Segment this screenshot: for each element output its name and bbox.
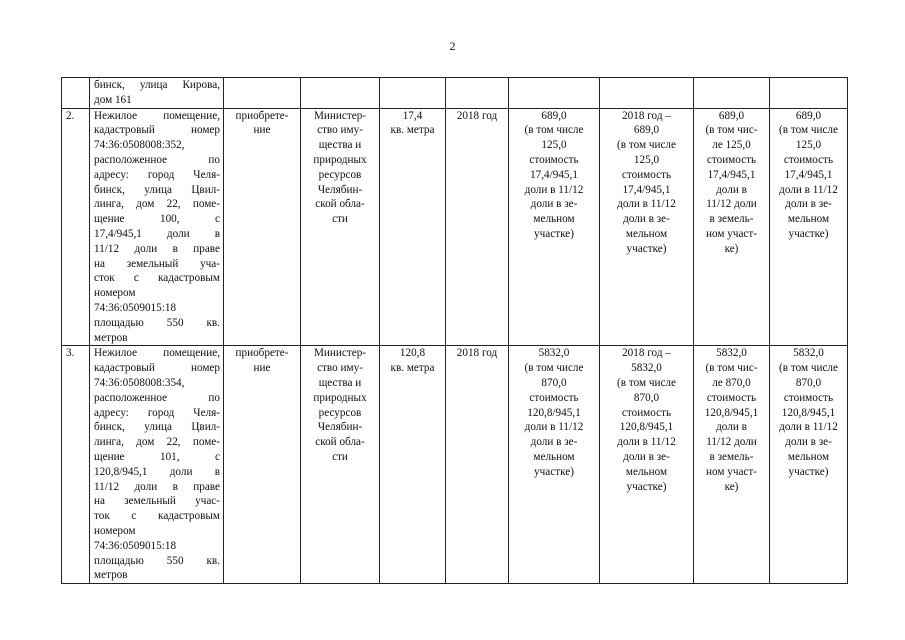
owner-cell — [301, 108, 380, 346]
cell-text-line: 120,8/945,1 — [527, 406, 581, 419]
cell-text-line: номером — [94, 524, 136, 537]
cell-text-line: сток с кадастровым — [94, 272, 220, 285]
cell-text-line: 11/12 доли в праве — [94, 480, 220, 493]
cell-text-line: доли в зе- — [530, 436, 578, 449]
cell-text-line: 120,8/945,1 доли в — [94, 465, 220, 478]
cell-text-line: щение 100, с — [94, 213, 220, 226]
cell-text-line: ресурсов — [318, 168, 362, 181]
page-number: 2 — [449, 39, 456, 53]
cell-text-line: мельном — [533, 450, 575, 463]
cell-text-line: кадастровый номер — [94, 124, 220, 137]
area-cell — [380, 346, 446, 584]
cell-text-line: линга, дом 22, поме- — [94, 198, 220, 211]
cell-text-line: участке) — [788, 227, 829, 240]
value-cell-1 — [509, 346, 600, 584]
cell-text-line: природных — [313, 153, 367, 166]
cell-text-line: площадью 550 кв. — [94, 554, 220, 567]
description-cell — [90, 108, 224, 346]
cell-text-line: доли в 11/12 — [524, 183, 584, 196]
cell-text-line: ном участ- — [705, 227, 757, 240]
value-cell-3 — [694, 346, 770, 584]
cell-text-line: стоимость — [621, 406, 672, 419]
cell-text-line: 120,8/945,1 — [619, 421, 674, 434]
cell-text-line: стоимость — [783, 391, 834, 404]
cell-text-line: 2018 год – — [622, 109, 671, 122]
table-row — [62, 346, 848, 584]
cell-text-line: мельном — [787, 450, 830, 463]
cell-text-line: приобрете- — [235, 109, 289, 122]
cell-text-line: 120,8/945,1 — [704, 406, 759, 419]
cell-text-line: ном участ- — [705, 465, 757, 478]
cell-text-line: доли в 11/12 — [617, 436, 676, 449]
cell-text-line: участке) — [534, 227, 574, 240]
value-cell-1 — [509, 78, 600, 109]
cell-text-line: доли в зе- — [785, 436, 832, 449]
cell-text-line: ство иму- — [317, 124, 363, 137]
cell-text-line: (в том числе — [524, 124, 584, 137]
cell-text-line: участке) — [626, 242, 667, 255]
cell-text-line: адресу: город Челя- — [94, 168, 220, 181]
cell-text-line: (в том числе — [524, 362, 584, 375]
cell-text-line: 5832,0 — [716, 347, 747, 360]
cell-text-line: 11/12 доли — [706, 198, 757, 211]
cell-text-line: сти — [332, 450, 348, 463]
cell-text-line: стоимость — [706, 391, 757, 404]
cell-text-line: 2018 год — [456, 109, 498, 122]
cell-text-line: 17,4/945,1 — [530, 168, 578, 181]
cell-text-line: (в том числе — [779, 124, 838, 137]
cell-text-line: доли в 11/12 — [779, 421, 838, 434]
cell-text-line: на земельный учас- — [94, 495, 220, 508]
cell-text-line: 2018 год — [456, 347, 498, 360]
cell-text-line: участке) — [626, 480, 667, 493]
cell-text-line: доли в зе- — [623, 450, 670, 463]
year-cell — [446, 78, 509, 109]
cell-text-line: доли в — [716, 421, 747, 434]
cell-text-line: мельном — [533, 213, 575, 226]
cell-text-line: 125,0 — [541, 139, 567, 152]
value-cell-2 — [600, 108, 694, 346]
cell-text-line: 5832,0 — [631, 362, 662, 375]
value-cell-3 — [694, 78, 770, 109]
cell-text-line: ство иму- — [317, 362, 363, 375]
cell-text-line: щества и — [318, 376, 362, 389]
cell-text-line: 125,0 — [795, 139, 822, 152]
cell-text-line: стоимость — [706, 153, 757, 166]
row-number-cell — [62, 78, 90, 109]
cell-text-line: участке) — [788, 465, 829, 478]
basis-cell — [224, 108, 301, 346]
value-cell-4 — [770, 78, 848, 109]
cell-text-line: (в том чис- — [705, 362, 758, 375]
cell-text-line: 120,8/945,1 — [781, 406, 836, 419]
cell-text-line: 17,4 — [402, 109, 423, 122]
cell-text-line: ской обла- — [315, 436, 365, 449]
cell-text-line: доли в зе- — [530, 198, 578, 211]
description-cell — [90, 78, 224, 109]
cell-text-line: доли в зе- — [623, 213, 670, 226]
cell-text-line: 74:36:0508008:354, — [94, 376, 185, 389]
cell-text-line: (в том числе — [779, 362, 838, 375]
value-cell-4 — [770, 108, 848, 346]
cell-text-line: природных — [313, 391, 367, 404]
cell-text-line: номером — [94, 287, 136, 300]
cell-text-line: 870,0 — [541, 376, 567, 389]
cell-text-line: 125,0 — [633, 153, 660, 166]
cell-text-line: бинск, улица Цвил- — [94, 421, 220, 434]
value-cell-2 — [600, 78, 694, 109]
row-number-cell: 3. — [62, 346, 90, 584]
cell-text-line: 11/12 доли — [706, 436, 757, 449]
owner-cell — [301, 346, 380, 584]
value-cell-3 — [694, 108, 770, 346]
owner-cell — [301, 78, 380, 109]
cell-text-line: Нежилое помещение, — [94, 347, 220, 360]
cell-text-line: Нежилое помещение, — [94, 109, 220, 122]
cell-text-line: Челябин- — [317, 183, 363, 196]
year-cell — [446, 346, 509, 584]
cell-text-line: стоимость — [529, 153, 579, 166]
cell-text-line: 74:36:0508008:352, — [94, 139, 185, 152]
cell-text-line: дом 161 — [94, 93, 132, 106]
cell-text-line: метров — [94, 331, 128, 344]
cell-text-line: кв. метра — [390, 124, 435, 137]
cell-text-line: 689,0 — [795, 109, 822, 122]
cell-text-line: Челябин- — [317, 421, 363, 434]
cell-text-line: линга, дом 22, поме- — [94, 436, 220, 449]
basis-cell — [224, 346, 301, 584]
cell-text-line: стоимость — [529, 391, 579, 404]
cell-text-line: 870,0 — [795, 376, 822, 389]
cell-text-line: 74:36:0509015:18 — [94, 301, 177, 314]
cell-text-line: приобрете- — [235, 347, 289, 360]
row-number-cell: 2. — [62, 108, 90, 346]
cell-text-line: ние — [253, 124, 271, 137]
cell-text-line: (в том числе — [617, 376, 676, 389]
area-cell — [380, 78, 446, 109]
cell-text-line: Министер- — [313, 109, 367, 122]
cell-text-line: 689,0 — [718, 109, 745, 122]
cell-text-line: стоимость — [621, 168, 672, 181]
basis-cell — [224, 78, 301, 109]
cell-text-line: бинск, улица Кирова, — [94, 79, 220, 91]
cell-text-line: в земель- — [709, 450, 754, 463]
description-cell — [90, 346, 224, 584]
cell-text-line: адресу: город Челя- — [94, 406, 220, 419]
cell-text-line: на земельный уча- — [94, 257, 220, 270]
cell-text-line: ке) — [724, 480, 739, 493]
cell-text-line: доли в 11/12 — [617, 198, 676, 211]
value-cell-4 — [770, 346, 848, 584]
cell-text-line: щение 101, с — [94, 450, 220, 463]
cell-text-line: в земель- — [709, 213, 754, 226]
property-table — [61, 77, 848, 584]
cell-text-line: ресурсов — [318, 406, 362, 419]
cell-text-line: 11/12 доли в праве — [94, 242, 220, 255]
cell-text-line: (в том чис- — [705, 124, 758, 137]
cell-text-line: ние — [253, 362, 271, 375]
cell-text-line: стоимость — [783, 153, 834, 166]
cell-text-line: бинск, улица Цвил- — [94, 183, 220, 196]
cell-text-line: ской обла- — [315, 198, 365, 211]
cell-text-line: 5832,0 — [538, 347, 570, 360]
cell-text-line: 17,4/945,1 — [784, 168, 833, 181]
cell-text-line: доли в 11/12 — [524, 421, 584, 434]
cell-text-line: площадью 550 кв. — [94, 316, 220, 329]
area-cell — [380, 108, 446, 346]
cell-text-line: ле 870,0 — [712, 376, 751, 389]
cell-text-line: 5832,0 — [793, 347, 824, 360]
cell-text-line: 689,0 — [633, 124, 660, 137]
cell-text-line: участке) — [534, 465, 574, 478]
cell-text-line: расположенное по — [94, 391, 220, 404]
cell-text-line: 689,0 — [541, 109, 567, 122]
cell-text-line: мельном — [625, 465, 668, 478]
cell-text-line: Министер- — [313, 347, 367, 360]
cell-text-line: мельном — [625, 227, 668, 240]
cell-text-line: 17,4/945,1 — [707, 168, 756, 181]
cell-text-line: сти — [332, 213, 348, 226]
cell-text-line: 17,4/945,1 — [622, 183, 671, 196]
cell-text-line: 120,8 — [399, 347, 426, 360]
cell-text-line: 74:36:0509015:18 — [94, 539, 177, 552]
table-row — [62, 108, 848, 346]
cell-text-line: (в том числе — [617, 139, 676, 152]
cell-text-line: 17,4/945,1 доли в — [94, 227, 220, 240]
cell-text-line: мельном — [787, 213, 830, 226]
year-cell — [446, 108, 509, 346]
cell-text-line: ток с кадастровым — [94, 510, 220, 523]
table-row — [62, 78, 848, 109]
cell-text-line: доли в зе- — [785, 198, 832, 211]
cell-text-line: доли в 11/12 — [779, 183, 838, 196]
cell-text-line: расположенное по — [94, 153, 220, 166]
cell-text-line: ле 125,0 — [712, 139, 751, 152]
cell-text-line: кадастровый номер — [94, 362, 220, 375]
cell-text-line: кв. метра — [390, 362, 435, 375]
cell-text-line: 870,0 — [633, 391, 660, 404]
cell-text-line: щества и — [318, 139, 362, 152]
cell-text-line: доли в — [716, 183, 747, 196]
value-cell-2 — [600, 346, 694, 584]
cell-text-line: ке) — [724, 242, 739, 255]
cell-text-line: 2018 год – — [622, 347, 671, 360]
cell-text-line: метров — [94, 569, 128, 582]
value-cell-1 — [509, 108, 600, 346]
